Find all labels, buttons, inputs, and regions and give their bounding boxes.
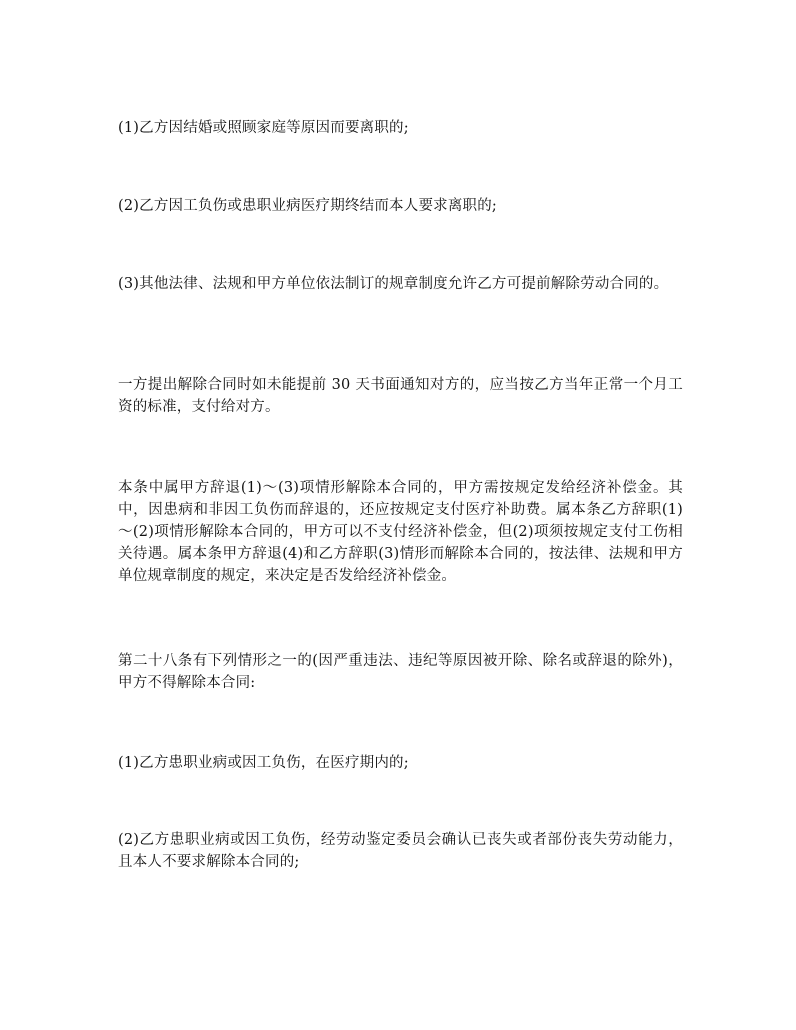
paragraph-resign-injury: (2)乙方因工负伤或患职业病医疗期终结而本人要求离职的; [118, 198, 498, 214]
paragraph-notice-period: 一方提出解除合同时如未能提前 30 天书面通知对方的，应当按乙方当年正常一个月工资的标准，支付给对方。 [118, 377, 683, 415]
paragraph-resign-other: (3)其他法律、法规和甲方单位依法制订的规章制度允许乙方可提前解除劳动合同的。 [118, 276, 669, 292]
paragraph-labor-capacity: (2)乙方患职业病或因工负伤，经劳动鉴定委员会确认已丧失或者部份丧失劳动能力，且本人不要求解除本合同的; [118, 832, 683, 870]
paragraph-medical-period: (1)乙方患职业病或因工负伤，在医疗期内的; [118, 755, 409, 771]
paragraph-compensation: 本条中属甲方辞退(1)～(3)项情形解除本合同的，甲方需按规定发给经济补偿金。其中，因患病和非因工负伤而辞退的，还应按规定支付医疗补助费。属本条乙方辞职(1)～(2)项情形解除本合同的，甲方可以不支付经济补偿金，但(2)项须按规定支付工伤相关待遇。属本条甲方辞退(4)和乙方辞职(3)情形而解除本合同的，按法律、法规和甲方单位规章制度的规定，来决定是否发给经济补偿金。 [118, 480, 683, 584]
paragraph-resign-marriage: (1)乙方因结婚或照顾家庭等原因而要离职的; [118, 120, 409, 136]
paragraph-article-28: 第二十八条有下列情形之一的(因严重违法、违纪等原因被开除、除名或辞退的除外)，甲方不得解除本合同: [118, 653, 683, 691]
